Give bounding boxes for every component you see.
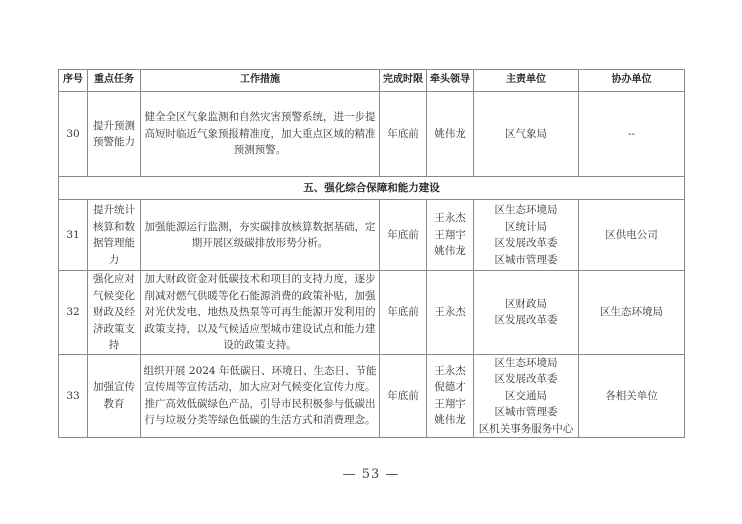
lead-unit: 区发展改革委: [494, 314, 558, 327]
header-lead-leader: 牵头领导: [427, 70, 474, 92]
row-deadline: 年底前: [380, 354, 427, 438]
leader: 王翔宇: [434, 397, 466, 410]
row-measure: 组织开展 2024 年低碳日、环境日、生态日、节能宣传周等宣传活动，加大应对气候变化宣传力度。推广高效低碳绿色产品，引导市民积极参与低碳出行与垃圾分类等绿色低碳的生活方式和消费理念。: [141, 354, 380, 438]
row-no: 32: [59, 271, 88, 355]
header-lead-unit: 主责单位: [474, 70, 579, 92]
work-plan-table: [58, 69, 685, 438]
header-assist-unit: 协办单位: [579, 70, 685, 92]
row-task: 强化应对气候变化财政及经济政策支持: [88, 271, 141, 355]
row-assist-unit: --: [579, 92, 685, 177]
row-deadline: 年底前: [380, 92, 427, 177]
table-row: [59, 271, 685, 355]
row-measure: 加强能源运行监测，夯实碳排放核算数据基础，定期开展区级碳排放形势分析。: [141, 200, 380, 271]
row-assist-unit: 各相关单位: [579, 354, 685, 438]
row-leaders: [427, 200, 474, 271]
row-lead-units: [474, 271, 579, 355]
header-serial-no: 序号: [59, 70, 88, 92]
row-assist-unit: 区供电公司: [579, 200, 685, 271]
row-task: 加强宣传教育: [88, 354, 141, 438]
page-number: — 53 —: [342, 467, 400, 482]
row-task: 提升预测预警能力: [88, 92, 141, 177]
lead-unit: 区发展改革委: [494, 237, 558, 249]
leader: 王永杰: [434, 364, 466, 377]
table-header-row: [59, 70, 685, 92]
table-row: [59, 92, 685, 177]
header-measures: 工作措施: [141, 70, 380, 92]
lead-unit: 区机关事务服务中心: [478, 422, 574, 435]
row-leaders: [427, 271, 474, 355]
table-row: [59, 354, 685, 438]
row-lead-units: [474, 200, 579, 271]
section-title: 五、强化综合保障和能力建设: [59, 177, 685, 200]
lead-unit: 区城市管理委: [494, 406, 558, 418]
header-deadline: 完成时限: [380, 70, 427, 92]
lead-unit: 区统计局: [505, 220, 547, 233]
row-lead-units: [474, 354, 579, 438]
row-measure: 加大财政资金对低碳技术和项目的支持力度，逐步削减对燃气供暖等化石能源消费的政策补贴，加强对光伏发电、地热及热泵等可再生能源开发利用的政策支持，以及气候适应型城市建设试点和能力建设的政策支持。: [141, 271, 380, 355]
header-key-task: 重点任务: [88, 70, 141, 92]
row-assist-unit: 区生态环境局: [579, 271, 685, 355]
row-deadline: 年底前: [380, 200, 427, 271]
lead-unit: 区交通局: [505, 389, 547, 402]
lead-unit: 区生态环境局: [494, 204, 558, 216]
row-leaders: [427, 354, 474, 438]
leader: 姚伟龙: [434, 127, 466, 140]
leader: 倪德才: [434, 381, 466, 394]
lead-unit: 区发展改革委: [494, 373, 558, 385]
lead-unit: 区财政局: [505, 297, 547, 310]
row-no: 31: [59, 200, 88, 271]
table-row: [59, 200, 685, 271]
lead-unit: 区生态环境局: [494, 356, 558, 369]
leader: 王永杰: [434, 306, 466, 318]
section-row: [59, 177, 685, 200]
row-task: 提升统计核算和数据管理能力: [88, 200, 141, 271]
row-leaders: [427, 92, 474, 177]
leader: 姚伟龙: [434, 414, 466, 427]
lead-unit: 区气象局: [505, 127, 547, 140]
row-measure: 健全全区气象监测和自然灾害预警系统，进一步提高短时临近气象预报精准度，加大重点区域的精准预测预警。: [141, 92, 380, 177]
leader: 王翔宇: [434, 228, 466, 241]
row-no: 33: [59, 354, 88, 438]
row-lead-units: [474, 92, 579, 177]
lead-unit: 区城市管理委: [494, 253, 558, 266]
row-no: 30: [59, 92, 88, 177]
leader: 姚伟龙: [434, 245, 466, 258]
row-deadline: 年底前: [380, 271, 427, 355]
leader: 王永杰: [434, 212, 466, 225]
